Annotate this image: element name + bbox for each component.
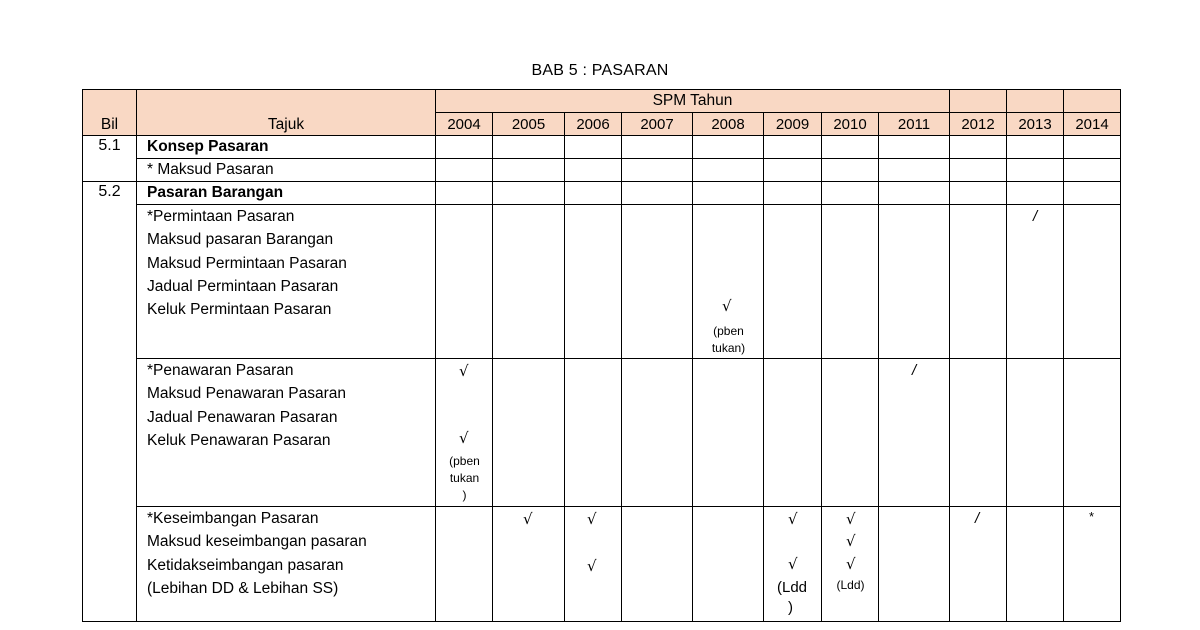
text-line: Maksud Permintaan Pasaran	[147, 254, 347, 272]
cell-keseimbangan-2006	[565, 507, 622, 622]
subtopic-maksud-pasaran: * Maksud Pasaran	[137, 159, 436, 182]
text-line: Keluk Penawaran Pasaran	[147, 431, 331, 449]
slash-mark: /	[912, 362, 917, 379]
check-mark: √	[846, 555, 856, 573]
star-mark: *	[1089, 509, 1095, 524]
spm-tahun-header: SPM Tahun	[436, 90, 950, 113]
text-line: Maksud Penawaran Pasaran	[147, 385, 347, 403]
check-mark: √	[587, 557, 597, 575]
text-line: Maksud pasaran Barangan	[147, 231, 334, 249]
blank-header-2014	[1064, 90, 1121, 113]
year-2009: 2009	[764, 113, 822, 136]
year-2012: 2012	[950, 113, 1007, 136]
table-row	[83, 136, 1121, 159]
check-mark: √	[459, 362, 469, 380]
text-line: Maksud keseimbangan pasaran	[147, 533, 367, 551]
cell-keseimbangan-2009	[764, 507, 822, 622]
check-mark: √	[459, 429, 469, 447]
year-2008: 2008	[693, 113, 764, 136]
cell-permintaan-2008	[693, 205, 764, 359]
check-mark: √	[722, 297, 732, 315]
note-pbentukan: (pben tukan)	[711, 324, 746, 355]
bil-5-2: 5.2	[83, 182, 137, 622]
topic-keseimbangan-pasaran	[137, 507, 436, 622]
note-ldd: (Ldd)	[836, 578, 865, 592]
year-2010: 2010	[822, 113, 879, 136]
check-mark: √	[523, 510, 533, 528]
cell-keseimbangan-2012	[950, 507, 1007, 622]
page-title: BAB 5 : PASARAN	[531, 62, 669, 79]
table-row	[83, 507, 1121, 622]
text-line: *Keseimbangan Pasaran	[147, 510, 319, 527]
topic-konsep-pasaran: Konsep Pasaran	[137, 136, 436, 159]
topic-penawaran-pasaran	[137, 359, 436, 507]
table-row	[83, 359, 1121, 507]
bil-header: Bil	[83, 90, 137, 136]
text-line: Jadual Penawaran Pasaran	[147, 408, 338, 426]
cell-keseimbangan-2010	[822, 507, 879, 622]
cell-keseimbangan-2005	[493, 507, 565, 622]
blank-header-2013	[1007, 90, 1064, 113]
cell-keseimbangan-2014	[1064, 507, 1121, 622]
slash-mark: /	[975, 510, 980, 527]
year-2014: 2014	[1064, 113, 1121, 136]
blank-header-2012	[950, 90, 1007, 113]
topic-permintaan-pasaran	[137, 205, 436, 359]
table-row	[83, 159, 1121, 182]
table-row	[83, 205, 1121, 359]
note-pbentukan: (pben tukan )	[449, 454, 480, 502]
year-2007: 2007	[622, 113, 693, 136]
year-2011: 2011	[879, 113, 950, 136]
slash-mark: /	[1033, 208, 1038, 225]
cell-penawaran-2004	[436, 359, 493, 507]
year-2004: 2004	[436, 113, 493, 136]
tajuk-header: Tajuk	[137, 90, 436, 136]
check-mark: √	[788, 555, 798, 573]
cell-penawaran-2011	[879, 359, 950, 507]
check-mark: √	[788, 510, 798, 528]
note-paren-close: )	[788, 599, 793, 616]
note-ldd: (Ldd	[777, 579, 808, 596]
text-line: (Lebihan DD & Lebihan SS)	[147, 579, 339, 597]
check-mark: √	[846, 510, 856, 528]
text-line: Jadual Permintaan Pasaran	[147, 277, 339, 295]
year-2006: 2006	[565, 113, 622, 136]
header-row-1	[83, 90, 1121, 113]
check-mark: √	[846, 532, 856, 550]
text-line: Keluk Permintaan Pasaran	[147, 301, 332, 319]
cell-permintaan-2013	[1007, 205, 1064, 359]
year-2005: 2005	[493, 113, 565, 136]
topic-pasaran-barangan: Pasaran Barangan	[137, 182, 436, 205]
table-row	[83, 182, 1121, 205]
check-mark: √	[587, 510, 597, 528]
topic-table	[82, 89, 1121, 622]
text-line: *Permintaan Pasaran	[147, 208, 295, 225]
text-line: Ketidakseimbangan pasaran	[147, 556, 344, 574]
year-2013: 2013	[1007, 113, 1064, 136]
bil-5-1: 5.1	[83, 136, 137, 182]
text-line: *Penawaran Pasaran	[147, 362, 294, 379]
